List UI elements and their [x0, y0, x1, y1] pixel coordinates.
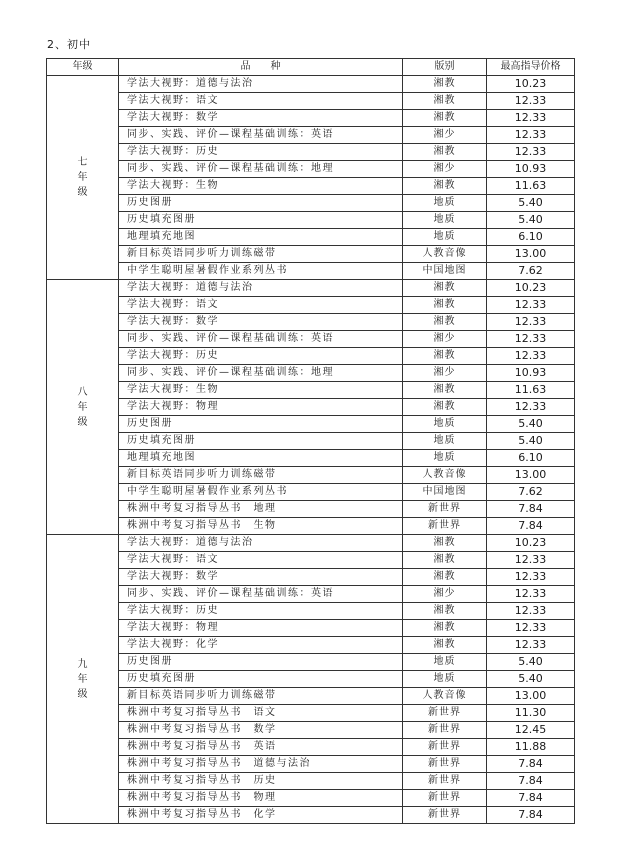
table-row — [47, 552, 575, 569]
price-cell: 10.93 — [487, 365, 575, 382]
price-cell: 12.33 — [487, 331, 575, 348]
item-name-cell: 学法大视野：生物 — [119, 178, 403, 195]
price-cell: 13.00 — [487, 467, 575, 484]
table-row — [47, 773, 575, 790]
item-name-cell: 新目标英语同步听力训练磁带 — [119, 467, 403, 484]
price-cell: 10.93 — [487, 161, 575, 178]
edition-cell: 地质 — [403, 416, 487, 433]
price-cell: 12.33 — [487, 569, 575, 586]
edition-cell: 湘教 — [403, 603, 487, 620]
edition-cell: 地质 — [403, 212, 487, 229]
price-cell: 7.62 — [487, 484, 575, 501]
price-cell: 12.33 — [487, 637, 575, 654]
price-cell: 12.33 — [487, 552, 575, 569]
edition-cell: 湘教 — [403, 93, 487, 110]
item-name-cell: 同步、实践、评价—课程基础训练：英语 — [119, 331, 403, 348]
edition-cell: 中国地图 — [403, 484, 487, 501]
price-cell: 7.84 — [487, 501, 575, 518]
price-table — [46, 58, 575, 824]
price-cell: 11.88 — [487, 739, 575, 756]
item-name-cell: 学法大视野：数学 — [119, 314, 403, 331]
price-cell: 5.40 — [487, 416, 575, 433]
price-cell: 12.45 — [487, 722, 575, 739]
table-row — [47, 637, 575, 654]
edition-cell: 新世界 — [403, 722, 487, 739]
item-name-cell: 同步、实践、评价—课程基础训练：地理 — [119, 161, 403, 178]
price-cell: 11.30 — [487, 705, 575, 722]
edition-cell: 新世界 — [403, 501, 487, 518]
edition-cell: 新世界 — [403, 807, 487, 824]
table-row — [47, 535, 575, 552]
table-row — [47, 705, 575, 722]
edition-cell: 人教音像 — [403, 246, 487, 263]
price-cell: 5.40 — [487, 433, 575, 450]
grade-label: 八年级 — [77, 386, 88, 428]
table-row — [47, 76, 575, 93]
price-cell: 7.84 — [487, 807, 575, 824]
table-header-row — [47, 59, 575, 76]
edition-cell: 湘教 — [403, 348, 487, 365]
item-name-cell: 地理填充地图 — [119, 229, 403, 246]
header-grade: 年级 — [47, 59, 119, 76]
item-name-cell: 历史填充图册 — [119, 671, 403, 688]
table-row — [47, 569, 575, 586]
edition-cell: 地质 — [403, 450, 487, 467]
edition-cell: 人教音像 — [403, 467, 487, 484]
item-name-cell: 学法大视野：物理 — [119, 620, 403, 637]
edition-cell: 湘教 — [403, 569, 487, 586]
price-cell: 7.84 — [487, 756, 575, 773]
table-row — [47, 586, 575, 603]
price-cell: 12.33 — [487, 586, 575, 603]
edition-cell: 地质 — [403, 195, 487, 212]
edition-cell: 湘教 — [403, 297, 487, 314]
grade-label: 九年级 — [77, 658, 88, 700]
item-name-cell: 学法大视野：道德与法治 — [119, 535, 403, 552]
item-name-cell: 学法大视野：历史 — [119, 144, 403, 161]
price-cell: 6.10 — [487, 229, 575, 246]
edition-cell: 新世界 — [403, 790, 487, 807]
table-row — [47, 671, 575, 688]
item-name-cell: 株洲中考复习指导丛书 生物 — [119, 518, 403, 535]
table-row — [47, 212, 575, 229]
edition-cell: 地质 — [403, 433, 487, 450]
price-cell: 5.40 — [487, 212, 575, 229]
item-name-cell: 学法大视野：语文 — [119, 297, 403, 314]
price-cell: 7.62 — [487, 263, 575, 280]
price-cell: 12.33 — [487, 603, 575, 620]
grade-label: 七年级 — [77, 157, 88, 198]
edition-cell: 湘教 — [403, 535, 487, 552]
item-name-cell: 新目标英语同步听力训练磁带 — [119, 246, 403, 263]
item-name-cell: 历史填充图册 — [119, 212, 403, 229]
price-cell: 12.33 — [487, 93, 575, 110]
item-name-cell: 同步、实践、评价—课程基础训练：英语 — [119, 586, 403, 603]
item-name-cell: 株洲中考复习指导丛书 语文 — [119, 705, 403, 722]
edition-cell: 中国地图 — [403, 263, 487, 280]
table-row — [47, 127, 575, 144]
item-name-cell: 株洲中考复习指导丛书 化学 — [119, 807, 403, 824]
item-name-cell: 新目标英语同步听力训练磁带 — [119, 688, 403, 705]
section-title: 2、初中 — [47, 38, 91, 51]
price-cell: 11.63 — [487, 382, 575, 399]
item-name-cell: 同步、实践、评价—课程基础训练：英语 — [119, 127, 403, 144]
item-name-cell: 历史图册 — [119, 654, 403, 671]
item-name-cell: 中学生聪明屋暑假作业系列丛书 — [119, 484, 403, 501]
price-cell: 5.40 — [487, 654, 575, 671]
table-row — [47, 195, 575, 212]
table-row — [47, 501, 575, 518]
item-name-cell: 株洲中考复习指导丛书 物理 — [119, 790, 403, 807]
edition-cell: 湘教 — [403, 110, 487, 127]
price-cell: 11.63 — [487, 178, 575, 195]
item-name-cell: 学法大视野：历史 — [119, 603, 403, 620]
table-row — [47, 280, 575, 297]
table-row — [47, 263, 575, 280]
table-row — [47, 314, 575, 331]
price-cell: 10.23 — [487, 76, 575, 93]
table-row — [47, 229, 575, 246]
item-name-cell: 株洲中考复习指导丛书 地理 — [119, 501, 403, 518]
item-name-cell: 学法大视野：物理 — [119, 399, 403, 416]
edition-cell: 湘教 — [403, 280, 487, 297]
item-name-cell: 地理填充地图 — [119, 450, 403, 467]
grade-cell — [47, 535, 119, 824]
item-name-cell: 学法大视野：生物 — [119, 382, 403, 399]
edition-cell: 湘教 — [403, 382, 487, 399]
price-cell: 13.00 — [487, 688, 575, 705]
price-cell: 10.23 — [487, 280, 575, 297]
edition-cell: 湘少 — [403, 365, 487, 382]
edition-cell: 湘教 — [403, 178, 487, 195]
item-name-cell: 学法大视野：化学 — [119, 637, 403, 654]
price-cell: 5.40 — [487, 671, 575, 688]
table-row — [47, 365, 575, 382]
table-row — [47, 93, 575, 110]
header-edition: 版别 — [403, 59, 487, 76]
item-name-cell: 学法大视野：道德与法治 — [119, 76, 403, 93]
table-row — [47, 348, 575, 365]
price-cell: 10.23 — [487, 535, 575, 552]
edition-cell: 地质 — [403, 671, 487, 688]
item-name-cell: 株洲中考复习指导丛书 数学 — [119, 722, 403, 739]
edition-cell: 地质 — [403, 229, 487, 246]
table-row — [47, 450, 575, 467]
item-name-cell: 历史图册 — [119, 195, 403, 212]
item-name-cell: 中学生聪明屋暑假作业系列丛书 — [119, 263, 403, 280]
grade-cell — [47, 76, 119, 280]
table-row — [47, 603, 575, 620]
table-row — [47, 144, 575, 161]
edition-cell: 湘少 — [403, 331, 487, 348]
table-row — [47, 467, 575, 484]
item-name-cell: 株洲中考复习指导丛书 英语 — [119, 739, 403, 756]
price-cell: 12.33 — [487, 297, 575, 314]
price-cell: 7.84 — [487, 790, 575, 807]
edition-cell: 湘教 — [403, 399, 487, 416]
price-cell: 12.33 — [487, 620, 575, 637]
edition-cell: 人教音像 — [403, 688, 487, 705]
price-cell: 12.33 — [487, 399, 575, 416]
price-cell: 13.00 — [487, 246, 575, 263]
item-name-cell: 株洲中考复习指导丛书 历史 — [119, 773, 403, 790]
table-row — [47, 331, 575, 348]
table-row — [47, 399, 575, 416]
table-row — [47, 790, 575, 807]
table-row — [47, 110, 575, 127]
edition-cell: 湘教 — [403, 552, 487, 569]
price-cell: 12.33 — [487, 110, 575, 127]
item-name-cell: 同步、实践、评价—课程基础训练：地理 — [119, 365, 403, 382]
item-name-cell: 历史填充图册 — [119, 433, 403, 450]
edition-cell: 湘少 — [403, 161, 487, 178]
price-cell: 6.10 — [487, 450, 575, 467]
table-row — [47, 620, 575, 637]
edition-cell: 新世界 — [403, 518, 487, 535]
table-row — [47, 178, 575, 195]
table-row — [47, 382, 575, 399]
table-row — [47, 484, 575, 501]
item-name-cell: 学法大视野：历史 — [119, 348, 403, 365]
price-cell: 7.84 — [487, 773, 575, 790]
edition-cell: 地质 — [403, 654, 487, 671]
edition-cell: 新世界 — [403, 756, 487, 773]
table-body — [47, 76, 575, 824]
edition-cell: 新世界 — [403, 739, 487, 756]
item-name-cell: 学法大视野：语文 — [119, 93, 403, 110]
item-name-cell: 学法大视野：数学 — [119, 569, 403, 586]
grade-cell — [47, 280, 119, 535]
header-price: 最高指导价格 — [487, 59, 575, 76]
edition-cell: 湘少 — [403, 586, 487, 603]
header-item: 品 种 — [119, 59, 403, 76]
table-row — [47, 161, 575, 178]
table-row — [47, 807, 575, 824]
item-name-cell: 历史图册 — [119, 416, 403, 433]
table-row — [47, 739, 575, 756]
table-row — [47, 246, 575, 263]
item-name-cell: 学法大视野：道德与法治 — [119, 280, 403, 297]
table-row — [47, 433, 575, 450]
table-row — [47, 297, 575, 314]
edition-cell: 湘教 — [403, 314, 487, 331]
table-row — [47, 654, 575, 671]
price-cell: 12.33 — [487, 127, 575, 144]
table-row — [47, 416, 575, 433]
edition-cell: 新世界 — [403, 705, 487, 722]
edition-cell: 湘少 — [403, 127, 487, 144]
item-name-cell: 学法大视野：语文 — [119, 552, 403, 569]
edition-cell: 湘教 — [403, 637, 487, 654]
item-name-cell: 学法大视野：数学 — [119, 110, 403, 127]
price-cell: 7.84 — [487, 518, 575, 535]
price-cell: 5.40 — [487, 195, 575, 212]
table-row — [47, 518, 575, 535]
table-row — [47, 756, 575, 773]
price-cell: 12.33 — [487, 144, 575, 161]
edition-cell: 湘教 — [403, 620, 487, 637]
item-name-cell: 株洲中考复习指导丛书 道德与法治 — [119, 756, 403, 773]
edition-cell: 湘教 — [403, 144, 487, 161]
edition-cell: 新世界 — [403, 773, 487, 790]
table-row — [47, 688, 575, 705]
price-cell: 12.33 — [487, 314, 575, 331]
edition-cell: 湘教 — [403, 76, 487, 93]
table-row — [47, 722, 575, 739]
price-cell: 12.33 — [487, 348, 575, 365]
